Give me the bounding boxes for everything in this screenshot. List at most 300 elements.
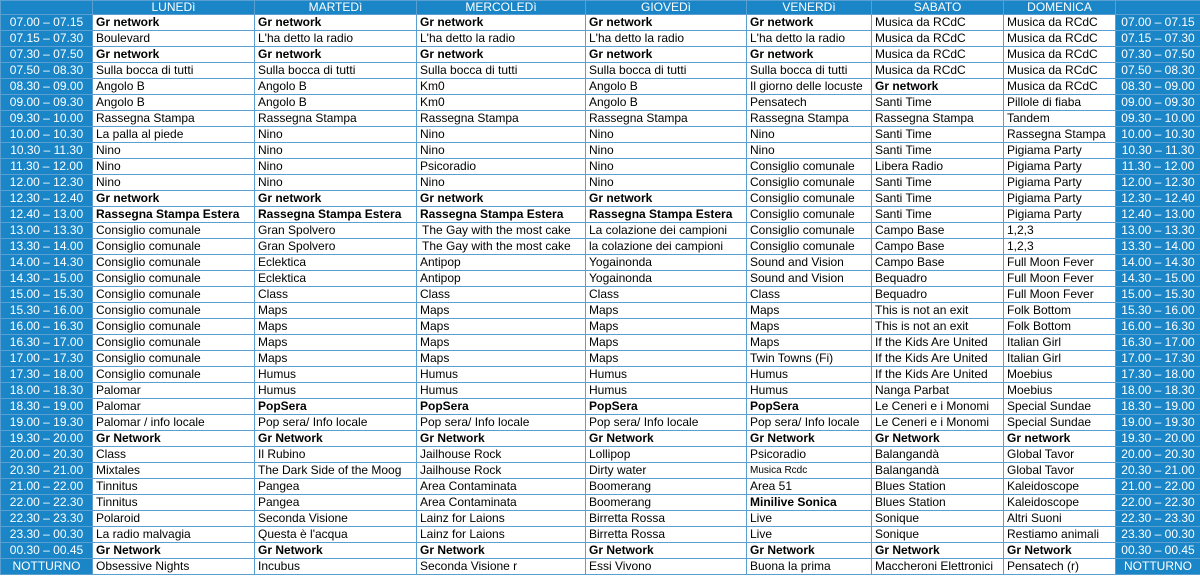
program-cell-wednesday: Nino xyxy=(417,143,586,159)
program-cell-tuesday: Class xyxy=(255,287,417,303)
schedule-row xyxy=(1,527,1200,543)
schedule-row xyxy=(1,447,1200,463)
program-cell-monday: Angolo B xyxy=(93,95,255,111)
program-cell-friday: Consiglio comunale xyxy=(747,175,872,191)
program-cell-sunday: Global Tavor xyxy=(1004,447,1116,463)
program-cell-friday: Maps xyxy=(747,335,872,351)
program-cell-monday: Consiglio comunale xyxy=(93,271,255,287)
program-cell-wednesday: Class xyxy=(417,287,586,303)
program-cell-tuesday: Gran Spolvero xyxy=(255,239,417,255)
program-cell-wednesday: Maps xyxy=(417,319,586,335)
time-slot-right: 20.30 – 21.00 xyxy=(1116,463,1200,479)
program-cell-saturday: Musica da RCdC xyxy=(872,63,1004,79)
time-slot-left: 09.30 – 10.00 xyxy=(1,111,93,127)
program-cell-friday: Class xyxy=(747,287,872,303)
program-cell-monday: Boulevard xyxy=(93,31,255,47)
time-slot-left: 13.00 – 13.30 xyxy=(1,223,93,239)
program-cell-monday: Class xyxy=(93,447,255,463)
program-cell-wednesday: Gr Network xyxy=(417,543,586,559)
program-cell-tuesday: Gr network xyxy=(255,47,417,63)
program-cell-saturday: Nanga Parbat xyxy=(872,383,1004,399)
time-slot-right: 13.30 – 14.00 xyxy=(1116,239,1200,255)
program-cell-sunday: Special Sundae xyxy=(1004,415,1116,431)
schedule-row xyxy=(1,511,1200,527)
program-cell-monday: Consiglio comunale xyxy=(93,351,255,367)
program-cell-sunday: Full Moon Fever xyxy=(1004,287,1116,303)
program-cell-friday: Consiglio comunale xyxy=(747,159,872,175)
program-cell-thursday: PopSera xyxy=(586,399,747,415)
time-slot-right: 12.30 – 12.40 xyxy=(1116,191,1200,207)
schedule-row xyxy=(1,255,1200,271)
time-slot-right: 09.00 – 09.30 xyxy=(1116,95,1200,111)
program-cell-tuesday: Nino xyxy=(255,175,417,191)
time-slot-left: 22.30 – 23.30 xyxy=(1,511,93,527)
time-slot-left: 10.30 – 11.30 xyxy=(1,143,93,159)
program-cell-thursday: Maps xyxy=(586,335,747,351)
program-cell-friday: Gr network xyxy=(747,47,872,63)
schedule-row xyxy=(1,95,1200,111)
time-slot-left: 20.30 – 21.00 xyxy=(1,463,93,479)
program-cell-monday: Polaroid xyxy=(93,511,255,527)
time-slot-right: 16.00 – 16.30 xyxy=(1116,319,1200,335)
program-cell-sunday: Pigiama Party xyxy=(1004,175,1116,191)
schedule-row xyxy=(1,111,1200,127)
time-slot-left: 16.30 – 17.00 xyxy=(1,335,93,351)
time-slot-right: 14.30 – 15.00 xyxy=(1116,271,1200,287)
program-cell-saturday: Campo Base xyxy=(872,255,1004,271)
program-cell-thursday: Gr network xyxy=(586,47,747,63)
program-cell-wednesday: Sulla bocca di tutti xyxy=(417,63,586,79)
program-cell-sunday: Italian Girl xyxy=(1004,335,1116,351)
program-cell-sunday: Tandem xyxy=(1004,111,1116,127)
program-cell-monday: Consiglio comunale xyxy=(93,223,255,239)
program-cell-saturday: Santi Time xyxy=(872,207,1004,223)
time-slot-right: 17.30 – 18.00 xyxy=(1116,367,1200,383)
program-cell-saturday: Musica da RCdC xyxy=(872,31,1004,47)
program-cell-friday: Pop sera/ Info locale xyxy=(747,415,872,431)
time-slot-left: 12.00 – 12.30 xyxy=(1,175,93,191)
schedule-row xyxy=(1,479,1200,495)
program-cell-friday: Live xyxy=(747,511,872,527)
program-cell-thursday: Birretta Rossa xyxy=(586,511,747,527)
time-slot-right: 19.30 – 20.00 xyxy=(1116,431,1200,447)
program-cell-thursday: Maps xyxy=(586,303,747,319)
program-cell-monday: Consiglio comunale xyxy=(93,335,255,351)
program-cell-tuesday: Sulla bocca di tutti xyxy=(255,63,417,79)
program-cell-friday: Nino xyxy=(747,127,872,143)
schedule-row xyxy=(1,127,1200,143)
program-cell-wednesday: Gr network xyxy=(417,191,586,207)
program-cell-sunday: Moebius xyxy=(1004,383,1116,399)
schedule-row xyxy=(1,495,1200,511)
program-cell-monday: Gr network xyxy=(93,47,255,63)
program-cell-tuesday: Eclektica xyxy=(255,271,417,287)
program-cell-monday: Palomar / info locale xyxy=(93,415,255,431)
schedule-row xyxy=(1,415,1200,431)
schedule-row xyxy=(1,271,1200,287)
program-cell-thursday: Nino xyxy=(586,143,747,159)
time-slot-right: 17.00 – 17.30 xyxy=(1116,351,1200,367)
program-cell-tuesday: Maps xyxy=(255,319,417,335)
header-day-friday: VENERDì xyxy=(747,1,872,15)
program-cell-thursday: Angolo B xyxy=(586,95,747,111)
program-cell-sunday: Gr Network xyxy=(1004,543,1116,559)
schedule-row xyxy=(1,319,1200,335)
program-cell-monday: Consiglio comunale xyxy=(93,319,255,335)
header-day-monday: LUNEDì xyxy=(93,1,255,15)
program-cell-sunday: Gr network xyxy=(1004,431,1116,447)
time-slot-left: 22.00 – 22.30 xyxy=(1,495,93,511)
time-slot-right: 21.00 – 22.00 xyxy=(1116,479,1200,495)
time-slot-left: 12.30 – 12.40 xyxy=(1,191,93,207)
program-cell-friday: Sound and Vision xyxy=(747,271,872,287)
program-cell-tuesday: Maps xyxy=(255,351,417,367)
time-slot-left: 12.40 – 13.00 xyxy=(1,207,93,223)
program-cell-thursday: Class xyxy=(586,287,747,303)
time-slot-left: 08.30 – 09.00 xyxy=(1,79,93,95)
time-slot-left: 21.00 – 22.00 xyxy=(1,479,93,495)
time-slot-right: 18.00 – 18.30 xyxy=(1116,383,1200,399)
program-cell-tuesday: Nino xyxy=(255,159,417,175)
program-cell-tuesday: Gr Network xyxy=(255,431,417,447)
program-cell-wednesday: Rassegna Stampa Estera xyxy=(417,207,586,223)
program-cell-thursday: Nino xyxy=(586,159,747,175)
program-cell-monday: Consiglio comunale xyxy=(93,239,255,255)
time-slot-right: 20.00 – 20.30 xyxy=(1116,447,1200,463)
program-cell-tuesday: Il Rubino xyxy=(255,447,417,463)
program-cell-sunday: Musica da RCdC xyxy=(1004,15,1116,31)
program-cell-saturday: Balangandà xyxy=(872,463,1004,479)
program-cell-saturday: Rassegna Stampa xyxy=(872,111,1004,127)
program-cell-thursday: Lollipop xyxy=(586,447,747,463)
time-slot-right: 16.30 – 17.00 xyxy=(1116,335,1200,351)
program-cell-saturday: Libera Radio xyxy=(872,159,1004,175)
header-day-wednesday: MERCOLEDì xyxy=(417,1,586,15)
program-cell-saturday: Santi Time xyxy=(872,175,1004,191)
schedule-row xyxy=(1,15,1200,31)
header-day-thursday: GIOVEDì xyxy=(586,1,747,15)
program-cell-saturday: Musica da RCdC xyxy=(872,15,1004,31)
program-cell-tuesday: Eclektica xyxy=(255,255,417,271)
program-cell-monday: Rassegna Stampa Estera xyxy=(93,207,255,223)
program-cell-wednesday: Lainz for Laions xyxy=(417,511,586,527)
program-cell-tuesday: Angolo B xyxy=(255,95,417,111)
program-cell-thursday: Essi Vivono xyxy=(586,559,747,575)
program-cell-thursday: Boomerang xyxy=(586,495,747,511)
program-cell-saturday: Sonique xyxy=(872,511,1004,527)
program-cell-tuesday: Gr Network xyxy=(255,543,417,559)
program-cell-monday: La palla al piede xyxy=(93,127,255,143)
program-cell-saturday: Le Ceneri e i Monomi xyxy=(872,399,1004,415)
program-cell-sunday: Musica da RCdC xyxy=(1004,47,1116,63)
program-cell-sunday: Musica da RCdC xyxy=(1004,63,1116,79)
program-cell-friday: Buona la prima xyxy=(747,559,872,575)
program-cell-sunday: Folk Bottom xyxy=(1004,319,1116,335)
program-cell-saturday: Blues Station xyxy=(872,495,1004,511)
time-slot-right: 00.30 – 00.45 xyxy=(1116,543,1200,559)
program-cell-wednesday: Gr network xyxy=(417,47,586,63)
time-slot-left: 14.00 – 14.30 xyxy=(1,255,93,271)
program-cell-friday: Humus xyxy=(747,383,872,399)
header-day-sunday: DOMENICA xyxy=(1004,1,1116,15)
program-cell-friday: Musica Rcdc xyxy=(747,463,872,479)
program-cell-thursday: la colazione dei campioni xyxy=(586,239,747,255)
time-slot-left: 14.30 – 15.00 xyxy=(1,271,93,287)
schedule-row xyxy=(1,367,1200,383)
time-slot-right: 08.30 – 09.00 xyxy=(1116,79,1200,95)
schedule-row xyxy=(1,47,1200,63)
time-slot-left: 18.00 – 18.30 xyxy=(1,383,93,399)
program-cell-friday: Sulla bocca di tutti xyxy=(747,63,872,79)
program-cell-friday: Consiglio comunale xyxy=(747,191,872,207)
program-cell-tuesday: Gr network xyxy=(255,191,417,207)
schedule-row xyxy=(1,175,1200,191)
time-slot-right: 10.00 – 10.30 xyxy=(1116,127,1200,143)
time-slot-right: 15.00 – 15.30 xyxy=(1116,287,1200,303)
program-cell-wednesday: Humus xyxy=(417,383,586,399)
program-cell-sunday: Special Sundae xyxy=(1004,399,1116,415)
time-slot-left: NOTTURNO xyxy=(1,559,93,575)
program-cell-sunday: Altri Suoni xyxy=(1004,511,1116,527)
program-cell-sunday: Pigiama Party xyxy=(1004,159,1116,175)
program-cell-tuesday: Gran Spolvero xyxy=(255,223,417,239)
program-cell-wednesday: Maps xyxy=(417,335,586,351)
program-cell-thursday: Boomerang xyxy=(586,479,747,495)
program-cell-thursday: Nino xyxy=(586,175,747,191)
program-cell-wednesday: Psicoradio xyxy=(417,159,586,175)
time-slot-right: 09.30 – 10.00 xyxy=(1116,111,1200,127)
program-cell-tuesday: Maps xyxy=(255,335,417,351)
time-slot-right: NOTTURNO xyxy=(1116,559,1200,575)
schedule-row xyxy=(1,207,1200,223)
program-cell-tuesday: Pop sera/ Info locale xyxy=(255,415,417,431)
program-cell-friday: Gr network xyxy=(747,15,872,31)
program-cell-monday: Nino xyxy=(93,175,255,191)
program-cell-wednesday: Pop sera/ Info locale xyxy=(417,415,586,431)
program-cell-wednesday: Area Contaminata xyxy=(417,495,586,511)
time-slot-right: 07.00 – 07.15 xyxy=(1116,15,1200,31)
program-cell-saturday: This is not an exit xyxy=(872,319,1004,335)
program-cell-friday: L'ha detto la radio xyxy=(747,31,872,47)
program-cell-monday: Tinnitus xyxy=(93,495,255,511)
header-day-saturday: SABATO xyxy=(872,1,1004,15)
program-cell-saturday: Musica da RCdC xyxy=(872,47,1004,63)
program-cell-thursday: Gr Network xyxy=(586,431,747,447)
program-cell-friday: Minilive Sonica xyxy=(747,495,872,511)
program-cell-friday: Gr Network xyxy=(747,543,872,559)
program-cell-sunday: Restiamo animali xyxy=(1004,527,1116,543)
schedule-row xyxy=(1,543,1200,559)
program-cell-thursday: Yogainonda xyxy=(586,255,747,271)
program-cell-tuesday: Nino xyxy=(255,127,417,143)
program-cell-friday: Pensatech xyxy=(747,95,872,111)
program-cell-wednesday: Antipop xyxy=(417,255,586,271)
program-cell-thursday: Nino xyxy=(586,127,747,143)
program-cell-saturday: Gr Network xyxy=(872,431,1004,447)
program-cell-wednesday: The Gay with the most cake xyxy=(417,223,586,239)
program-cell-friday: Humus xyxy=(747,367,872,383)
time-slot-left: 20.00 – 20.30 xyxy=(1,447,93,463)
program-cell-saturday: Santi Time xyxy=(872,95,1004,111)
program-cell-wednesday: Gr Network xyxy=(417,431,586,447)
header-day-tuesday: MARTEDì xyxy=(255,1,417,15)
schedule-row xyxy=(1,351,1200,367)
program-cell-friday: Il giorno delle locuste xyxy=(747,79,872,95)
program-cell-tuesday: L'ha detto la radio xyxy=(255,31,417,47)
time-slot-left: 11.30 – 12.00 xyxy=(1,159,93,175)
program-cell-sunday: Full Moon Fever xyxy=(1004,271,1116,287)
program-cell-monday: Palomar xyxy=(93,399,255,415)
program-cell-friday: Consiglio comunale xyxy=(747,207,872,223)
program-cell-saturday: This is not an exit xyxy=(872,303,1004,319)
program-cell-tuesday: PopSera xyxy=(255,399,417,415)
time-slot-right: 15.30 – 16.00 xyxy=(1116,303,1200,319)
program-cell-saturday: Bequadro xyxy=(872,287,1004,303)
time-slot-left: 23.30 – 00.30 xyxy=(1,527,93,543)
program-cell-sunday: Rassegna Stampa xyxy=(1004,127,1116,143)
program-cell-sunday: Pigiama Party xyxy=(1004,207,1116,223)
program-cell-thursday: Birretta Rossa xyxy=(586,527,747,543)
schedule-row xyxy=(1,303,1200,319)
program-cell-tuesday: Pangea xyxy=(255,479,417,495)
schedule-row xyxy=(1,431,1200,447)
program-cell-friday: Area 51 xyxy=(747,479,872,495)
program-cell-sunday: Musica da RCdC xyxy=(1004,79,1116,95)
time-slot-left: 00.30 – 00.45 xyxy=(1,543,93,559)
program-cell-saturday: Santi Time xyxy=(872,143,1004,159)
program-cell-saturday: Gr network xyxy=(872,79,1004,95)
program-cell-thursday: Pop sera/ Info locale xyxy=(586,415,747,431)
program-cell-monday: Gr network xyxy=(93,15,255,31)
schedule-row xyxy=(1,335,1200,351)
program-cell-tuesday: Rassegna Stampa xyxy=(255,111,417,127)
program-cell-wednesday: Lainz for Laions xyxy=(417,527,586,543)
program-cell-wednesday: Km0 xyxy=(417,95,586,111)
schedule-row xyxy=(1,287,1200,303)
program-cell-sunday: Pillole di fiaba xyxy=(1004,95,1116,111)
program-cell-thursday: L'ha detto la radio xyxy=(586,31,747,47)
program-cell-saturday: Balangandà xyxy=(872,447,1004,463)
program-cell-thursday: Gr network xyxy=(586,15,747,31)
schedule-row xyxy=(1,79,1200,95)
schedule-row xyxy=(1,31,1200,47)
program-cell-thursday: Yogainonda xyxy=(586,271,747,287)
program-cell-thursday: Humus xyxy=(586,367,747,383)
program-cell-thursday: Angolo B xyxy=(586,79,747,95)
schedule-header-row xyxy=(1,1,1200,15)
time-slot-left: 15.30 – 16.00 xyxy=(1,303,93,319)
program-cell-thursday: Gr network xyxy=(586,191,747,207)
program-cell-saturday: Sonique xyxy=(872,527,1004,543)
program-cell-wednesday: L'ha detto la radio xyxy=(417,31,586,47)
program-cell-saturday: Campo Base xyxy=(872,239,1004,255)
program-cell-monday: Nino xyxy=(93,143,255,159)
program-cell-thursday: Humus xyxy=(586,383,747,399)
time-slot-right: 11.30 – 12.00 xyxy=(1116,159,1200,175)
program-cell-tuesday: Pangea xyxy=(255,495,417,511)
program-cell-friday: Nino xyxy=(747,143,872,159)
program-cell-friday: Gr Network xyxy=(747,431,872,447)
time-slot-left: 10.00 – 10.30 xyxy=(1,127,93,143)
program-cell-wednesday: Maps xyxy=(417,351,586,367)
program-cell-friday: Twin Towns (Fi) xyxy=(747,351,872,367)
program-cell-friday: Maps xyxy=(747,303,872,319)
time-slot-left: 09.00 – 09.30 xyxy=(1,95,93,111)
program-cell-sunday: Full Moon Fever xyxy=(1004,255,1116,271)
program-cell-saturday: Gr Network xyxy=(872,543,1004,559)
time-slot-left: 15.00 – 15.30 xyxy=(1,287,93,303)
program-cell-saturday: Campo Base xyxy=(872,223,1004,239)
header-time-left xyxy=(1,1,93,15)
schedule-row xyxy=(1,463,1200,479)
program-cell-friday: Sound and Vision xyxy=(747,255,872,271)
program-cell-tuesday: Seconda Visione xyxy=(255,511,417,527)
program-cell-monday: Palomar xyxy=(93,383,255,399)
program-cell-tuesday: Rassegna Stampa Estera xyxy=(255,207,417,223)
time-slot-right: 12.40 – 13.00 xyxy=(1116,207,1200,223)
program-cell-friday: Psicoradio xyxy=(747,447,872,463)
program-cell-friday: Maps xyxy=(747,319,872,335)
program-cell-tuesday: Humus xyxy=(255,383,417,399)
time-slot-right: 07.30 – 07.50 xyxy=(1116,47,1200,63)
program-cell-sunday: Musica da RCdC xyxy=(1004,31,1116,47)
program-cell-monday: La radio malvagia xyxy=(93,527,255,543)
program-cell-sunday: Kaleidoscope xyxy=(1004,495,1116,511)
program-cell-saturday: If the Kids Are United xyxy=(872,335,1004,351)
program-cell-thursday: Dirty water xyxy=(586,463,747,479)
program-cell-monday: Consiglio comunale xyxy=(93,303,255,319)
schedule-row xyxy=(1,239,1200,255)
program-cell-wednesday: Jailhouse Rock xyxy=(417,447,586,463)
program-cell-wednesday: Maps xyxy=(417,303,586,319)
time-slot-left: 19.30 – 20.00 xyxy=(1,431,93,447)
program-cell-monday: Gr Network xyxy=(93,543,255,559)
program-cell-sunday: Italian Girl xyxy=(1004,351,1116,367)
time-slot-left: 16.00 – 16.30 xyxy=(1,319,93,335)
program-cell-monday: Angolo B xyxy=(93,79,255,95)
program-cell-sunday: Kaleidoscope xyxy=(1004,479,1116,495)
program-cell-wednesday: Jailhouse Rock xyxy=(417,463,586,479)
program-cell-thursday: Sulla bocca di tutti xyxy=(586,63,747,79)
program-cell-monday: Obsessive Nights xyxy=(93,559,255,575)
program-cell-monday: Consiglio comunale xyxy=(93,367,255,383)
schedule-row xyxy=(1,63,1200,79)
program-cell-tuesday: Angolo B xyxy=(255,79,417,95)
time-slot-right: 22.00 – 22.30 xyxy=(1116,495,1200,511)
schedule-row xyxy=(1,559,1200,575)
program-cell-tuesday: Questa è l'acqua xyxy=(255,527,417,543)
program-cell-thursday: Gr Network xyxy=(586,543,747,559)
program-cell-thursday: Rassegna Stampa Estera xyxy=(586,207,747,223)
program-cell-sunday: Moebius xyxy=(1004,367,1116,383)
program-cell-wednesday: The Gay with the most cake xyxy=(417,239,586,255)
time-slot-right: 12.00 – 12.30 xyxy=(1116,175,1200,191)
program-cell-monday: Rassegna Stampa xyxy=(93,111,255,127)
schedule-row xyxy=(1,191,1200,207)
schedule-row xyxy=(1,223,1200,239)
program-cell-saturday: Blues Station xyxy=(872,479,1004,495)
program-cell-monday: Mixtales xyxy=(93,463,255,479)
program-cell-tuesday: Gr network xyxy=(255,15,417,31)
program-cell-wednesday: PopSera xyxy=(417,399,586,415)
schedule-body xyxy=(1,15,1200,575)
program-cell-tuesday: Humus xyxy=(255,367,417,383)
header-time-right xyxy=(1116,1,1200,15)
time-slot-right: 07.15 – 07.30 xyxy=(1116,31,1200,47)
program-cell-saturday: Maccheroni Elettronici xyxy=(872,559,1004,575)
program-cell-sunday: Global Tavor xyxy=(1004,463,1116,479)
program-cell-saturday: Santi Time xyxy=(872,127,1004,143)
